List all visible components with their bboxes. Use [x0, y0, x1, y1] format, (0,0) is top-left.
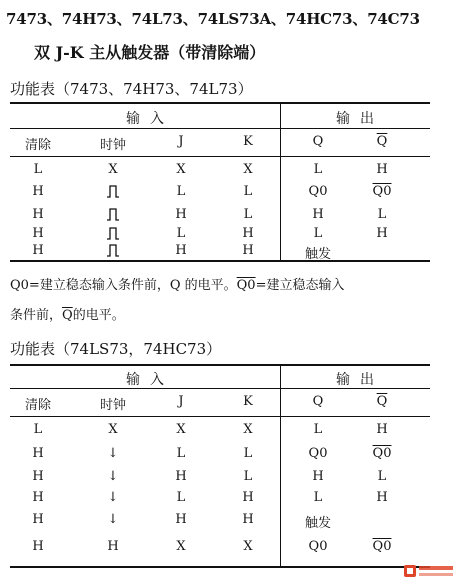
table1-cell: X — [176, 162, 186, 177]
table2-col-q-bar: $\overline{Q}$ — [376, 394, 388, 409]
table2-column-divider — [280, 366, 281, 566]
table2-cell: H — [312, 469, 324, 484]
table1-cell: L — [176, 226, 186, 241]
table1-output-header: 输出 — [336, 111, 384, 127]
table1-cell: Q0 — [372, 184, 392, 199]
table2-cell: L — [176, 490, 186, 505]
note-line-1 — [10, 274, 344, 293]
table1-cell: Q0 — [308, 184, 328, 199]
table1-cell: L — [243, 184, 253, 199]
table2-cell: X — [176, 422, 186, 437]
title-models: 7473、74H73、74L73、74LS73A、74HC73、74C73 — [6, 10, 420, 28]
table1-cell: X — [108, 162, 118, 177]
table2-cell: H — [107, 539, 119, 554]
table1-cell: H — [175, 207, 187, 222]
table2-cell: L — [377, 469, 387, 484]
function-table-2 — [10, 364, 430, 568]
table1-input-header: 输入 — [126, 111, 174, 127]
table1-cell: H — [175, 243, 187, 258]
table1-cell: H — [32, 184, 44, 199]
table2-cell: H — [376, 422, 388, 437]
table1-cell: L — [176, 184, 186, 199]
watermark-logo — [404, 563, 456, 581]
table1-caption: 功能表（7473、74H73、74L73） — [10, 80, 253, 98]
table1-cell: H — [312, 207, 324, 222]
falling-edge-icon: ↓ — [107, 469, 119, 484]
note-text: Q0=建立稳态输入条件前，Q 的电平。 — [10, 278, 237, 293]
table1-cell: L — [243, 207, 253, 222]
note-q-bar: $\overline{Q}$ — [62, 308, 73, 323]
note-text: 条件前， — [10, 308, 63, 323]
table2-caption: 功能表（74LS73，74HC73） — [10, 340, 222, 358]
table1-header-divider — [10, 128, 430, 129]
table2-cell: H — [32, 539, 44, 554]
table2-cell: H — [175, 469, 187, 484]
table1-cell: 触发 — [304, 247, 332, 262]
table2-cell: Q0 — [308, 539, 328, 554]
positive-pulse-icon — [106, 226, 120, 240]
table2-cell: L — [313, 422, 323, 437]
table2-cell: H — [32, 512, 44, 527]
table2-col-k: K — [243, 394, 253, 409]
table1-col-clock: 时钟 — [99, 138, 127, 153]
note-q0-bar: Q0 — [236, 278, 256, 293]
table2-cell: L — [176, 446, 186, 461]
falling-edge-icon: ↓ — [107, 446, 119, 461]
table2-cell: Q0 — [372, 539, 392, 554]
table2-cell: X — [243, 422, 253, 437]
positive-pulse-icon — [106, 243, 120, 257]
table2-cell: X — [176, 539, 186, 554]
table2-col-clear: 清除 — [24, 398, 52, 413]
table2-cell: H — [32, 446, 44, 461]
table1-cell: H — [242, 243, 254, 258]
falling-edge-icon: ↓ — [107, 490, 119, 505]
table1-col-clear: 清除 — [24, 138, 52, 153]
table1-col-k: K — [243, 134, 253, 149]
table1-cell: H — [32, 207, 44, 222]
table1-col-j: J — [178, 134, 184, 149]
table1-col-q-bar: $\overline{Q}$ — [376, 134, 388, 149]
table1-cell: L — [33, 162, 43, 177]
table1-cell: H — [32, 226, 44, 241]
table2-output-header: 输出 — [336, 372, 384, 388]
table1-columns-divider — [10, 156, 430, 157]
note-line-2 — [10, 304, 125, 323]
table2-cell: X — [243, 539, 253, 554]
table1-cell: H — [376, 226, 388, 241]
table2-columns-divider — [10, 416, 430, 417]
table2-cell: H — [32, 490, 44, 505]
falling-edge-icon: ↓ — [107, 512, 119, 527]
positive-pulse-icon — [106, 184, 120, 198]
table2-cell: H — [242, 490, 254, 505]
table2-col-q: Q — [312, 394, 324, 409]
table2-cell: Q0 — [308, 446, 328, 461]
table1-cell: X — [243, 162, 253, 177]
table2-cell: H — [242, 512, 254, 527]
table1-cell: L — [313, 162, 323, 177]
table1-cell: H — [376, 162, 388, 177]
table2-cell: H — [32, 469, 44, 484]
note-text: 的电平。 — [72, 308, 125, 323]
table2-cell: H — [175, 512, 187, 527]
table1-cell: H — [242, 226, 254, 241]
table2-cell: Q0 — [372, 446, 392, 461]
table1-cell: L — [313, 226, 323, 241]
table2-cell: L — [313, 490, 323, 505]
table2-cell: L — [243, 469, 253, 484]
table2-cell: L — [243, 446, 253, 461]
table2-col-clock: 时钟 — [99, 398, 127, 413]
table2-col-j: J — [178, 394, 184, 409]
note-text: =建立稳态输入 — [255, 278, 345, 293]
title-device: 双 J-K 主从触发器（带清除端） — [34, 43, 266, 62]
table2-cell: H — [376, 490, 388, 505]
table2-input-header: 输入 — [126, 372, 174, 388]
positive-pulse-icon — [106, 207, 120, 221]
table2-cell: X — [108, 422, 118, 437]
table1-col-q: Q — [312, 134, 324, 149]
table1-cell: H — [32, 243, 44, 258]
table1-cell: L — [377, 207, 387, 222]
function-table-1 — [10, 102, 430, 262]
table2-cell: L — [33, 422, 43, 437]
table2-cell: 触发 — [304, 516, 332, 531]
